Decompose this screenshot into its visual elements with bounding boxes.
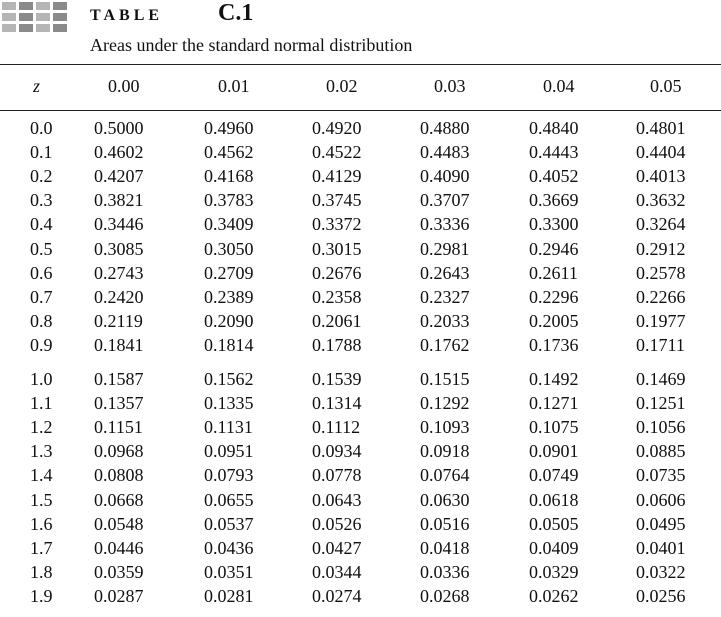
row-z-value: 0.6 [30, 262, 53, 283]
table-cell: 0.0537 [204, 513, 254, 534]
table-cell: 0.3707 [420, 190, 470, 211]
row-z-value: 0.7 [30, 286, 53, 307]
table-cell: 0.0934 [312, 441, 362, 462]
table-cell: 0.0735 [636, 465, 686, 486]
table-cell: 0.0516 [420, 513, 470, 534]
table-cell: 0.1977 [636, 310, 686, 331]
table-cell: 0.3372 [312, 214, 362, 235]
table-cell: 0.2033 [420, 310, 470, 331]
table-cell: 0.0505 [529, 513, 579, 534]
table-cell: 0.2296 [529, 286, 579, 307]
table-cell: 0.4090 [420, 166, 470, 187]
table-cell: 0.1736 [529, 334, 579, 355]
table-cell: 0.2643 [420, 262, 470, 283]
table-caption: Areas under the standard normal distribution [90, 35, 413, 55]
table-cell: 0.3050 [204, 238, 254, 259]
table-cell: 0.1151 [94, 417, 143, 438]
table-cell: 0.0281 [204, 585, 254, 606]
table-cell: 0.0655 [204, 489, 254, 510]
table-cell: 0.4562 [204, 142, 254, 163]
header-col-6: 0.05 [650, 76, 682, 96]
table-cell: 0.0901 [529, 441, 579, 462]
table-cell: 0.1587 [94, 369, 144, 389]
row-z-value: 1.8 [30, 561, 53, 582]
table-cell: 0.3821 [94, 190, 144, 211]
row-z-value: 1.1 [30, 393, 53, 414]
table-cell: 0.0427 [312, 537, 362, 558]
table-cell: 0.1788 [312, 334, 362, 355]
row-z-value: 0.4 [30, 214, 53, 235]
table-cell: 0.2389 [204, 286, 254, 307]
table-cell: 0.4013 [636, 166, 686, 187]
table-cell: 0.0351 [204, 561, 254, 582]
table-cell: 0.0268 [420, 585, 470, 606]
table-cell: 0.3300 [529, 214, 579, 235]
table-cell: 0.1539 [312, 369, 362, 389]
table-cell: 0.4443 [529, 142, 579, 163]
row-z-value: 0.3 [30, 190, 53, 211]
table-cell: 0.1056 [636, 417, 686, 438]
table-cell: 0.4207 [94, 166, 144, 187]
table-cell: 0.2709 [204, 262, 254, 283]
row-z-value: 1.6 [30, 513, 53, 534]
table-cell: 0.1251 [636, 393, 686, 414]
table-cell: 0.0778 [312, 465, 362, 486]
table-cell: 0.1314 [312, 393, 362, 414]
table-cell: 0.1562 [204, 369, 254, 389]
table-cell: 0.4801 [636, 118, 686, 138]
row-z-value: 1.9 [30, 585, 53, 606]
row-z-value: 0.2 [30, 166, 53, 187]
table-cell: 0.4522 [312, 142, 362, 163]
table-cell: 0.0548 [94, 513, 144, 534]
table-cell: 0.0618 [529, 489, 579, 510]
header-z: z [33, 76, 41, 96]
table-cell: 0.2061 [312, 310, 362, 331]
table-cell: 0.1292 [420, 393, 470, 414]
table-cell: 0.0344 [312, 561, 362, 582]
table-cell: 0.0401 [636, 537, 686, 558]
table-cell: 0.0409 [529, 537, 579, 558]
table-cell: 0.1112 [312, 417, 361, 438]
table-cell: 0.1841 [94, 334, 144, 355]
table-cell: 0.1492 [529, 369, 579, 389]
row-z-value: 1.2 [30, 417, 53, 438]
table-logo-icon [2, 2, 67, 32]
row-z-value: 1.7 [30, 537, 53, 558]
table-cell: 0.1711 [636, 334, 685, 355]
header-col-2: 0.01 [218, 76, 250, 96]
table-cell: 0.0526 [312, 513, 362, 534]
table-cell: 0.4840 [529, 118, 579, 138]
table-cell: 0.0764 [420, 465, 470, 486]
table-cell: 0.4404 [636, 142, 686, 163]
row-z-value: 1.5 [30, 489, 53, 510]
table-cell: 0.2358 [312, 286, 362, 307]
table-cell: 0.2946 [529, 238, 579, 259]
table-cell: 0.3015 [312, 238, 362, 259]
table-cell: 0.3632 [636, 190, 686, 211]
table-cell: 0.0630 [420, 489, 470, 510]
table-cell: 0.2912 [636, 238, 686, 259]
row-z-value: 1.0 [30, 369, 53, 389]
table-cell: 0.2420 [94, 286, 144, 307]
table-cell: 0.1357 [94, 393, 144, 414]
header-col-5: 0.04 [543, 76, 575, 96]
row-z-value: 1.4 [30, 465, 53, 486]
table-cell: 0.2327 [420, 286, 470, 307]
table-cell: 0.0918 [420, 441, 470, 462]
table-cell: 0.0668 [94, 489, 144, 510]
row-z-value: 0.8 [30, 310, 53, 331]
table-cell: 0.0606 [636, 489, 686, 510]
row-z-value: 0.1 [30, 142, 53, 163]
row-z-value: 1.3 [30, 441, 53, 462]
table-cell: 0.1131 [204, 417, 253, 438]
table-cell: 0.0446 [94, 537, 144, 558]
row-z-value: 0.9 [30, 334, 53, 355]
header-col-4: 0.03 [434, 76, 466, 96]
table-cell: 0.4880 [420, 118, 470, 138]
table-cell: 0.3264 [636, 214, 686, 235]
table-cell: 0.0495 [636, 513, 686, 534]
table-cell: 0.2119 [94, 310, 143, 331]
top-rule [0, 64, 721, 65]
table-cell: 0.0418 [420, 537, 470, 558]
header-col-1: 0.00 [108, 76, 140, 96]
table-cell: 0.3669 [529, 190, 579, 211]
table-cell: 0.5000 [94, 118, 144, 138]
table-cell: 0.0329 [529, 561, 579, 582]
header-rule [0, 110, 721, 111]
table-cell: 0.4920 [312, 118, 362, 138]
table-cell: 0.0274 [312, 585, 362, 606]
table-cell: 0.3446 [94, 214, 144, 235]
table-cell: 0.1335 [204, 393, 254, 414]
table-cell: 0.3336 [420, 214, 470, 235]
table-cell: 0.1762 [420, 334, 470, 355]
table-cell: 0.4483 [420, 142, 470, 163]
table-label: TABLE [90, 7, 164, 24]
table-cell: 0.1814 [204, 334, 254, 355]
table-cell: 0.4602 [94, 142, 144, 163]
table-cell: 0.3409 [204, 214, 254, 235]
table-cell: 0.3745 [312, 190, 362, 211]
table-cell: 0.2090 [204, 310, 254, 331]
table-cell: 0.0749 [529, 465, 579, 486]
table-cell: 0.4168 [204, 166, 254, 187]
table-cell: 0.3085 [94, 238, 144, 259]
table-cell: 0.0322 [636, 561, 686, 582]
table-cell: 0.0885 [636, 441, 686, 462]
table-cell: 0.0808 [94, 465, 144, 486]
table-cell: 0.4052 [529, 166, 579, 187]
table-cell: 0.0793 [204, 465, 254, 486]
row-z-value: 0.0 [30, 118, 53, 138]
table-cell: 0.1271 [529, 393, 579, 414]
table-cell: 0.2578 [636, 262, 686, 283]
table-cell: 0.2611 [529, 262, 578, 283]
table-cell: 0.2981 [420, 238, 470, 259]
table-cell: 0.0336 [420, 561, 470, 582]
table-cell: 0.3783 [204, 190, 254, 211]
table-cell: 0.0262 [529, 585, 579, 606]
table-cell: 0.4960 [204, 118, 254, 138]
table-cell: 0.0643 [312, 489, 362, 510]
table-cell: 0.1093 [420, 417, 470, 438]
table-cell: 0.2743 [94, 262, 144, 283]
table-cell: 0.0256 [636, 585, 686, 606]
table-cell: 0.0968 [94, 441, 144, 462]
table-cell: 0.1075 [529, 417, 579, 438]
table-cell: 0.1469 [636, 369, 686, 389]
table-cell: 0.0951 [204, 441, 254, 462]
table-cell: 0.2266 [636, 286, 686, 307]
table-number: C.1 [218, 0, 254, 26]
table-cell: 0.1515 [420, 369, 470, 389]
header-col-3: 0.02 [326, 76, 358, 96]
table-cell: 0.4129 [312, 166, 362, 187]
table-cell: 0.2005 [529, 310, 579, 331]
table-cell: 0.0287 [94, 585, 144, 606]
row-z-value: 0.5 [30, 238, 53, 259]
table-cell: 0.2676 [312, 262, 362, 283]
table-cell: 0.0359 [94, 561, 144, 582]
table-cell: 0.0436 [204, 537, 254, 558]
